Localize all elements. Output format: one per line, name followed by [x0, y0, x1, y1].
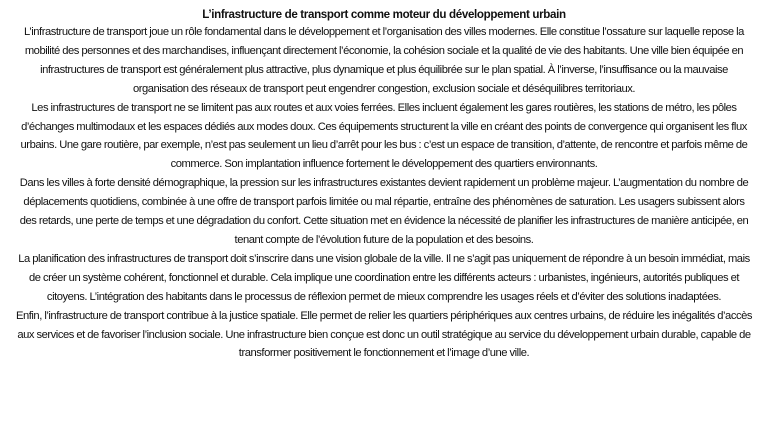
paragraph-5: Enfin, l’infrastructure de transport contribue à la justice spatiale. Elle permet de relier les quartiers périphériques aux centres urbains, de réduire les inégalités d’accès aux services et de favoriser l’inclusion sociale. Une infrastructure bien conçue est donc un outil stratégique au service du développement urbain durable, capable de transformer positivement le fonctionnement et l’image d’une ville. — [15, 309, 753, 360]
document-title: L’infrastructure de transport comme moteur du développement urbain — [202, 8, 566, 21]
paragraph-1: L’infrastructure de transport joue un rôle fondamental dans le développement et l’organisation des villes modernes. Elle constitue l’ossature sur laquelle repose la mobilité des personnes et des marchandises, influençant directement l’économie, la cohésion sociale et la qualité de vie des habitants. Une ville bien équipée en infrastructures de transport est généralement plus attractive, plus dynamique et plus équilibrée sur le plan spatial. À l’inverse, l’insuffisance ou la mauvaise organisation des réseaux de transport peut engendrer congestion, exclusion sociale et déséquilibres territoriaux. — [24, 26, 744, 95]
paragraph-4: La planification des infrastructures de transport doit s’inscrire dans une vision globale de la ville. Il ne s’agit pas uniquement de répondre à un besoin immédiat, mais de créer un système cohérent, fonctionnel et durable. Cela implique une coordination entre les différents acteurs : urbanistes, ingénieurs, autorités publiques et citoyens. L’intégration des habitants dans le processus de réflexion permet de mieux comprendre les usages réels et d’éviter des solutions inadaptées. — [18, 252, 750, 303]
paragraph-3: Dans les villes à forte densité démographique, la pression sur les infrastructures existantes devient rapidement un problème majeur. L’augmentation du nombre de déplacements quotidiens, combinée à une offre de transport parfois limitée ou mal répartie, entraîne des phénomènes de saturation. Les usagers subissent alors des retards, une perte de temps et une dégradation du confort. Cette situation met en évidence la nécessité de planifier les infrastructures de manière anticipée, en tenant compte de l’évolution future de la population et des besoins. — [19, 177, 749, 246]
paragraph-2: Les infrastructures de transport ne se limitent pas aux routes et aux voies ferrées. Elles incluent également les gares routières, les stations de métro, les pôles d’échanges multimodaux et les espaces dédiés aux modes doux. Ces équipements structurent la ville en créant des points de convergence qui organisent les flux urbains. Une gare routière, par exemple, n’est pas seulement un lieu d’arrêt pour les bus : c’est un espace de transition, d’attente, de rencontre et parfois même de commerce. Son implantation influence fortement le développement des quartiers environnants. — [20, 101, 748, 171]
